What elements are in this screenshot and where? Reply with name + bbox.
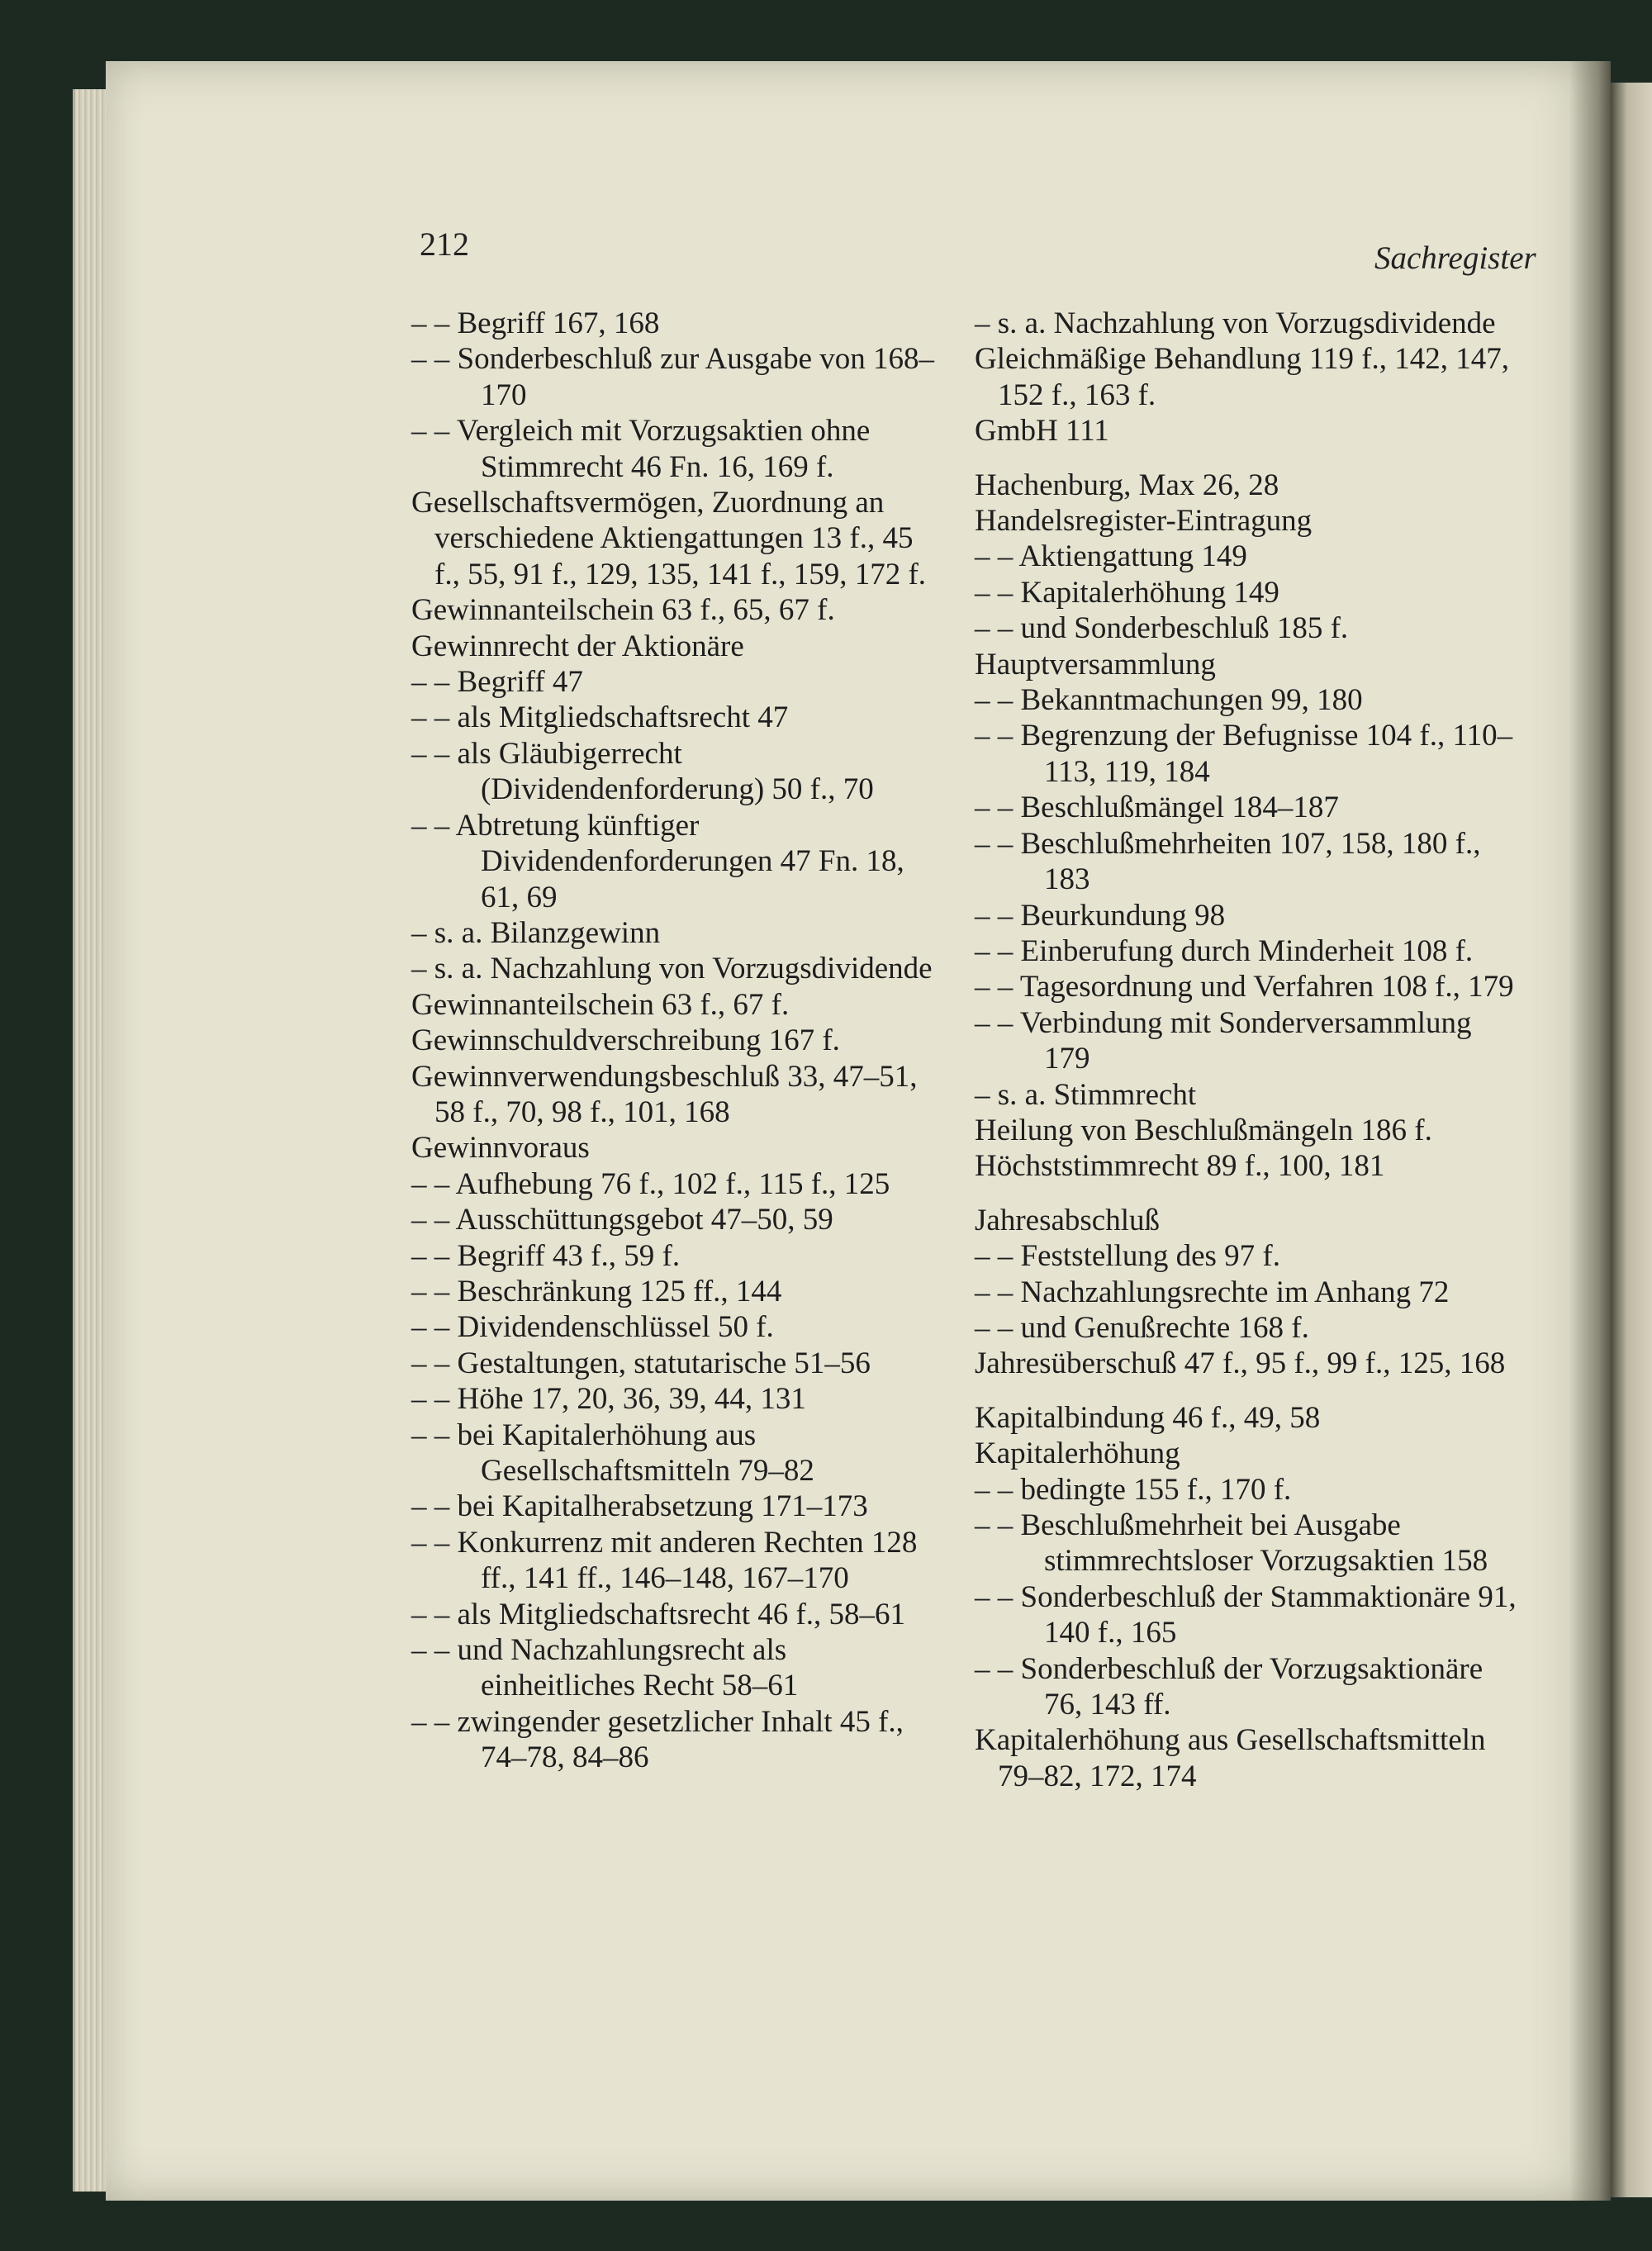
index-entry: – – Vergleich mit Vorzugsaktien ohne Stimmrecht 46 Fn. 16, 169 f. — [411, 414, 871, 484]
index-entry: – – Höhe 17, 20, 36, 39, 44, 131 — [411, 1382, 806, 1417]
index-entry: – – Begriff 167, 168 — [411, 306, 660, 340]
index-column-left — [411, 306, 940, 1776]
index-entry: Gewinnanteilschein 63 f., 67 f. — [411, 987, 790, 1022]
index-entry: – – als Mitgliedschaftsrecht 47 — [411, 700, 789, 735]
index-entry: – – Konkurrenz mit anderen Rechten 128 ff., 141 ff., 146–148, 167–170 — [411, 1525, 918, 1596]
index-entry: – – Sonderbeschluß zur Ausgabe von 168–170 — [411, 342, 935, 412]
index-entry: – – Gestaltungen, statutarische 51–56 — [411, 1346, 871, 1380]
index-entry: – s. a. Nachzahlung von Vorzugsdividende — [975, 306, 1496, 340]
index-entry: – s. a. Bilanzgewinn — [411, 915, 661, 950]
index-entry: Gesellschaftsvermögen, Zuordnung an verschiedene Aktiengattungen 13 f., 45 f., 55, 91 f., 129, 135, 141 f., 159, 172 f. — [411, 486, 927, 591]
index-entry: – – und Sonderbeschluß 185 f. — [975, 611, 1349, 646]
index-entry: – – Kapitalerhöhung 149 — [975, 575, 1279, 610]
index-entry: Kapitalerhöhung — [975, 1437, 1180, 1471]
index-entry: – – Sonderbeschluß der Vorzugsaktionäre 76, 143 ff. — [975, 1651, 1483, 1722]
index-entry: – – Feststellung des 97 f. — [975, 1239, 1280, 1274]
index-entry: Handelsregister-Eintragung — [975, 504, 1313, 539]
index-entry: – – Begriff 47 — [411, 665, 583, 700]
running-head: Sachregister — [1374, 240, 1536, 276]
index-entry: – – Beschlußmängel 184–187 — [975, 791, 1339, 825]
index-entry: – – Abtretung künftiger Dividendenforderungen 47 Fn. 18, 61, 69 — [411, 808, 904, 914]
index-entry: Jahresüberschuß 47 f., 95 f., 99 f., 125, 168 — [975, 1346, 1506, 1381]
page-number: 212 — [420, 226, 469, 263]
index-entry: – – Aufhebung 76 f., 102 f., 115 f., 125 — [411, 1166, 890, 1201]
book-gutter — [1569, 61, 1611, 2201]
index-entry: Gewinnschuldverschreibung 167 f. — [411, 1023, 840, 1058]
index-entry: – – bei Kapitalerhöhung aus Gesellschaftsmitteln 79–82 — [411, 1418, 814, 1488]
index-entry: – s. a. Stimmrecht — [975, 1077, 1197, 1112]
index-entry: – – Einberufung durch Minderheit 108 f. — [975, 933, 1474, 968]
index-entry: – – als Mitgliedschaftsrecht 46 f., 58–61 — [411, 1597, 906, 1631]
index-entry: – – Dividendenschlüssel 50 f. — [411, 1310, 774, 1345]
index-entry: – – Beschlußmehrheit bei Ausgabe stimmrechtsloser Vorzugsaktien 158 — [975, 1508, 1488, 1579]
index-entry: – – Aktiengattung 149 — [975, 539, 1247, 574]
index-entry: Gewinnvoraus — [411, 1131, 590, 1166]
index-entry: – – Sonderbeschluß der Stammaktionäre 91, 140 f., 165 — [975, 1579, 1517, 1650]
index-entry: – – bedingte 155 f., 170 f. — [975, 1472, 1292, 1507]
index-entry: – – und Genußrechte 168 f. — [975, 1310, 1309, 1345]
index-entry: Kapitalbindung 46 f., 49, 58 — [975, 1400, 1321, 1435]
index-entry: Gleichmäßige Behandlung 119 f., 142, 147, 152 f., 163 f. — [975, 342, 1510, 412]
index-entry: – – als Gläubigerrecht (Dividendenforderung) 50 f., 70 — [411, 736, 874, 807]
index-entry: Heilung von Beschlußmängeln 186 f. — [975, 1113, 1432, 1147]
index-entry: Hachenburg, Max 26, 28 — [975, 468, 1279, 502]
index-entry: – – Tagesordnung und Verfahren 108 f., 179 — [975, 970, 1514, 1004]
index-entry: – – Verbindung mit Sonderversammlung 179 — [975, 1005, 1472, 1076]
index-entry: Gewinnrecht der Aktionäre — [411, 629, 744, 663]
index-entry: – – Begrenzung der Befugnisse 104 f., 110–113, 119, 184 — [975, 719, 1513, 789]
index-entry: – – Nachzahlungsrechte im Anhang 72 — [975, 1275, 1450, 1309]
index-entry: Gewinnverwendungsbeschluß 33, 47–51, 58 f., 70, 98 f., 101, 168 — [411, 1059, 918, 1129]
index-entry: – – und Nachzahlungsrecht als einheitliches Recht 58–61 — [411, 1633, 799, 1703]
index-entry: – – Beurkundung 98 — [975, 898, 1226, 933]
index-entry: – – bei Kapitalherabsetzung 171–173 — [411, 1489, 868, 1524]
index-entry: GmbH 111 — [975, 414, 1109, 449]
index-entry: Höchststimmrecht 89 f., 100, 181 — [975, 1149, 1385, 1184]
index-entry: – s. a. Nachzahlung von Vorzugsdividende — [411, 952, 933, 986]
index-entry: Jahresabschluß — [975, 1203, 1160, 1237]
index-entry: Kapitalerhöhung aus Gesellschaftsmitteln 79–82, 172, 174 — [975, 1723, 1486, 1793]
index-entry: – – Beschlußmehrheiten 107, 158, 180 f., 183 — [975, 826, 1481, 897]
index-entry: – – zwingender gesetzlicher Inhalt 45 f., 74–78, 84–86 — [411, 1704, 904, 1775]
index-entry: – – Bekanntmachungen 99, 180 — [975, 683, 1363, 718]
facing-page-edge — [1611, 83, 1652, 2197]
index-entry: – – Beschränkung 125 ff., 144 — [411, 1274, 782, 1308]
index-entry: – – Ausschüttungsgebot 47–50, 59 — [411, 1203, 833, 1237]
index-entry: Gewinnanteilschein 63 f., 65, 67 f. — [411, 593, 835, 628]
index-entry: Hauptversammlung — [975, 647, 1216, 681]
page-block-edges — [73, 89, 108, 2192]
index-column-right — [975, 306, 1520, 1794]
index-entry: – – Begriff 43 f., 59 f. — [411, 1238, 681, 1273]
